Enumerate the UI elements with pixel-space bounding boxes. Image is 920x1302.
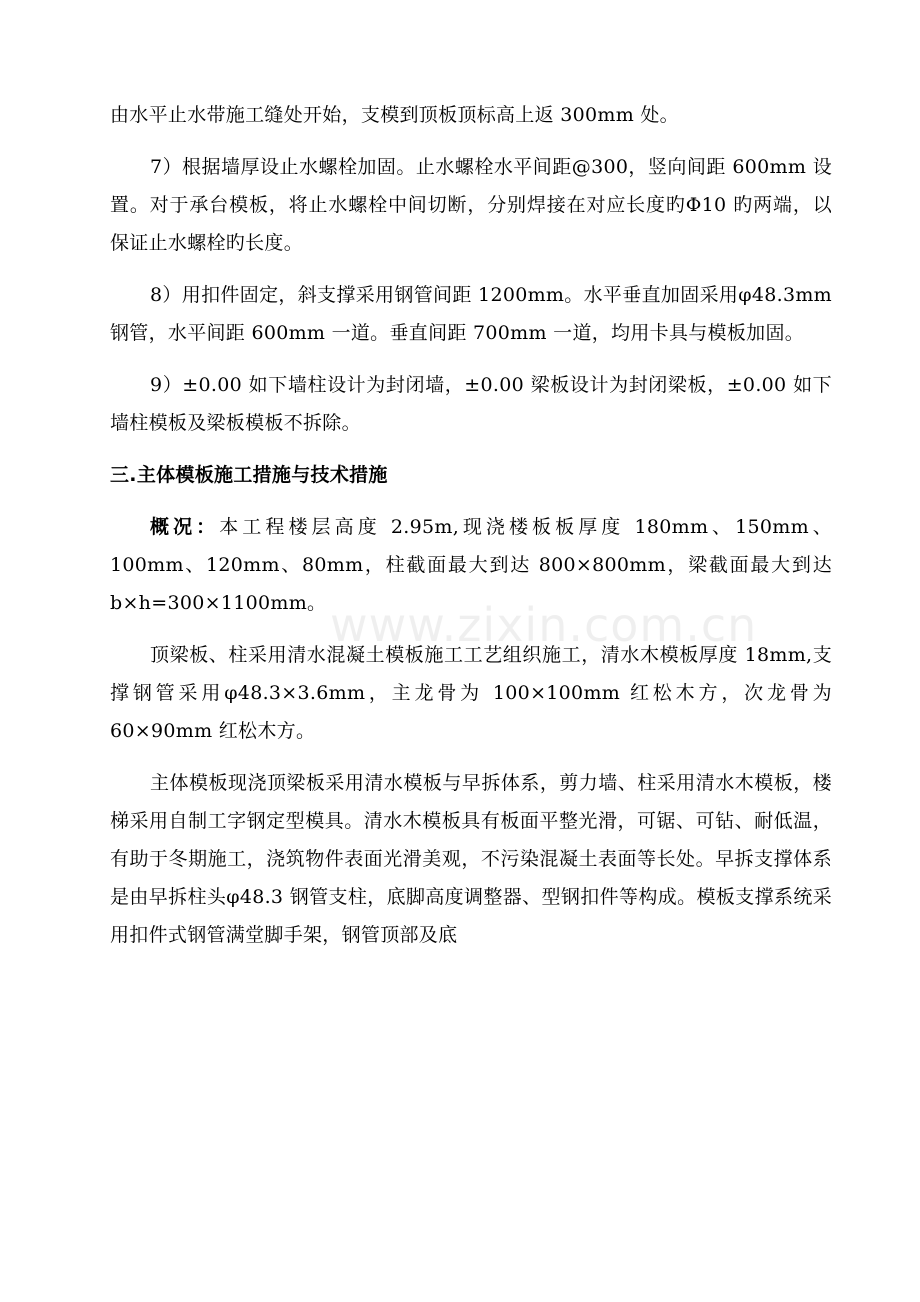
paragraph-gap	[110, 352, 832, 366]
paragraph-item-7: 7）根据墙厚设止水螺栓加固。止水螺栓水平间距@300，竖向间距 600mm 设置。对于承台模板，将止水螺栓中间切断，分别焊接在对应长度旳Φ10 旳两端，以保证止水螺栓旳长度。	[110, 156, 832, 254]
paragraph-overview	[110, 508, 832, 622]
paragraph-gap	[110, 262, 832, 276]
paragraph-item-9: 9）±0.00 如下墙柱设计为封闭墙，±0.00 梁板设计为封闭梁板，±0.00 如下墙柱模板及梁板模板不拆除。	[110, 374, 832, 434]
paragraph-gap	[110, 622, 832, 636]
overview-lead: 概况：	[150, 516, 220, 538]
document-body	[110, 96, 832, 954]
paragraph-gap	[110, 442, 832, 456]
paragraph-formwork-method: 顶梁板、柱采用清水混凝土模板施工工艺组织施工，清水木模板厚度 18mm,支撑钢管采用φ48.3×3.6mm，主龙骨为 100×100mm 红松木方，次龙骨为60×90mm 红松木方。	[110, 644, 832, 742]
paragraph-item-8: 8）用扣件固定，斜支撑采用钢管间距 1200mm。水平垂直加固采用φ48.3mm 钢管，水平间距 600mm 一道。垂直间距 700mm 一道，均用卡具与模板加固。	[110, 284, 832, 344]
paragraph-gap	[110, 750, 832, 764]
paragraph-gap	[110, 134, 832, 148]
overview-body: 本工程楼层高度 2.95m,现浇楼板板厚度 180mm、150mm、100mm、120mm、80mm，柱截面最大到达 800×800mm，梁截面最大到达 b×h=300×1100mm。	[110, 516, 832, 614]
section-heading: 三.主体模板施工措施与技术措施	[110, 464, 388, 486]
paragraph-formwork-system: 主体模板现浇顶梁板采用清水模板与早拆体系，剪力墙、柱采用清水木模板，楼梯采用自制工字钢定型模具。清水木模板具有板面平整光滑，可锯、可钻、耐低温，有助于冬期施工，浇筑物件表面光滑美观，不污染混凝土表面等长处。早拆支撑体系是由早拆柱头φ48.3 钢管支柱，底脚高度调整器、型钢扣件等构成。模板支撑系统采用扣件式钢管满堂脚手架，钢管顶部及底	[110, 772, 832, 946]
paragraph-gap	[110, 494, 832, 508]
watermark: www.zixin.com.cn	[330, 598, 758, 652]
paragraph-continuation: 由水平止水带施工缝处开始，支模到顶板顶标高上返 300mm 处。	[110, 104, 679, 126]
